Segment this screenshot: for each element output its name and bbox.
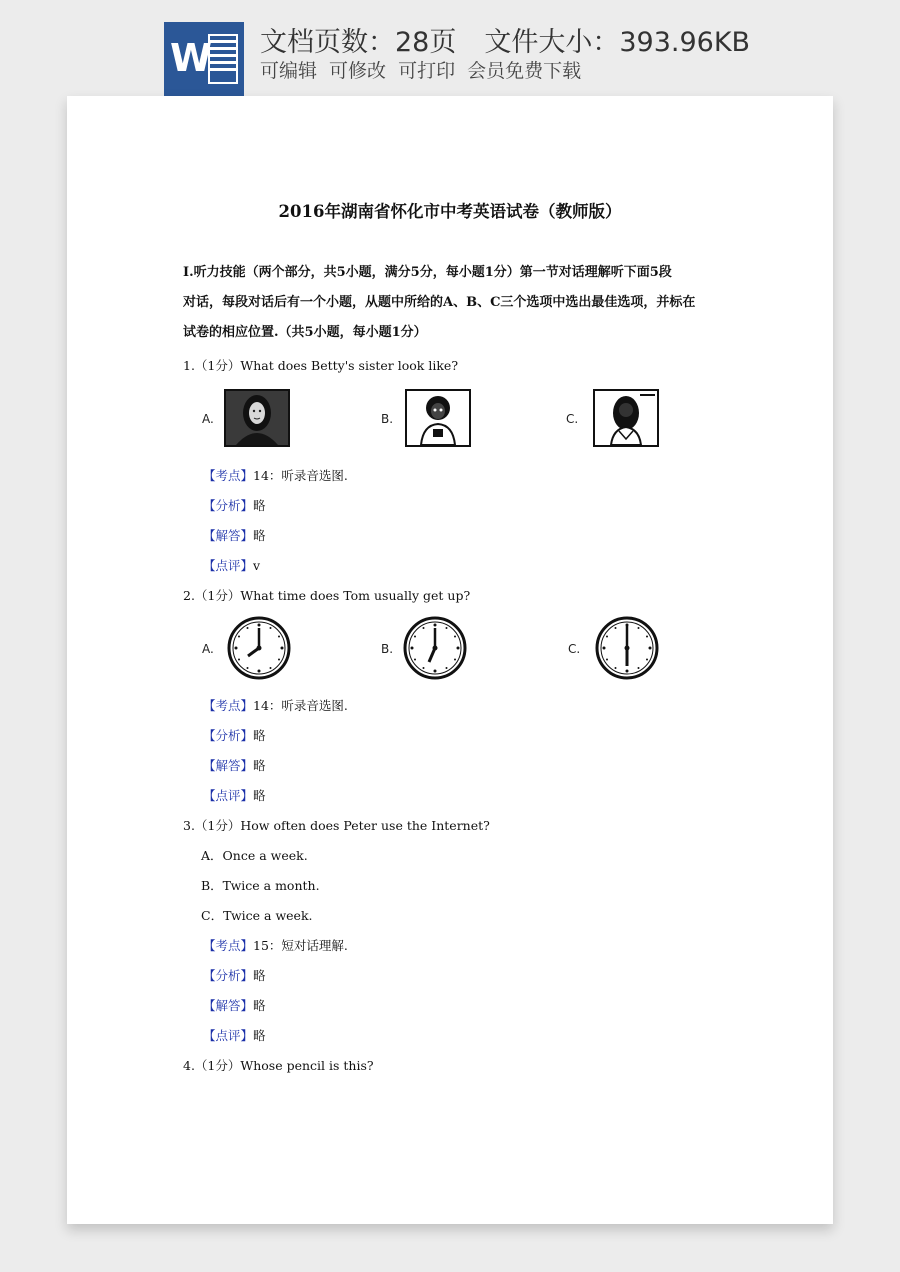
q2-option-c-label: C. [568, 642, 581, 656]
question-3: 3.（1分）How often does Peter use the Internet? [183, 818, 490, 833]
page-count: 文档页数：28页 [260, 27, 457, 58]
q1-option-b-label: B. [381, 412, 394, 426]
clock-six-oclock-icon [595, 616, 659, 680]
boy-short-hair-image [405, 389, 471, 447]
word-doc-icon [164, 22, 244, 96]
q1-dianping: v [253, 558, 261, 573]
q2-dianping: 略 [253, 788, 266, 803]
q3-jieda: 略 [253, 998, 266, 1013]
q1-option-c-label: C. [566, 412, 579, 426]
document-page: 2016年湖南省怀化市中考英语试卷（教师版） Ⅰ.听力技能（两个部分，共5小题，满分5分，每小题1分）第一节对话理解听下面5段 对话，每段对话后有一个小题，从题中所给的A、B、C三个选项中选出最佳选项，并标在 试卷的相应位置.（共5小题，每小题1分） 1.（1分）What does Betty's sister look like? A. B. C. 【考点】14：听录音选图. 【分析】略 【解答】略 【点评】v 2.（1分）What time does Tom usually get up? A. B. C. 【考点】14：听录音选图. 【分析】略 【解答】略 【点评】略 3.（1分）How often does Peter use the Internet? A．Once a week. B．Twice a month. C．Twice a week. 【考点】15：短对话理解. 【分析】略 【解答】略 【点评】略 4.（1分）Whose pencil is this? [67, 96, 833, 1224]
q3-fenxi: 略 [253, 968, 266, 983]
q2-kaodian: 14：听录音选图. [253, 698, 348, 713]
q1-fenxi: 略 [253, 498, 266, 513]
q3-option-c: C．Twice a week. [201, 908, 313, 923]
clock-seven-oclock-icon [403, 616, 467, 680]
q2-fenxi: 略 [253, 728, 266, 743]
question-2: 2.（1分）What time does Tom usually get up? [183, 588, 471, 603]
section-instructions: Ⅰ.听力技能（两个部分，共5小题，满分5分，每小题1分）第一节对话理解听下面5段 对话，每段对话后有一个小题，从题中所给的A、B、C三个选项中选出最佳选项，并标在 试卷的相应位置.（共5小题，每小题1分） [183, 265, 696, 340]
q3-option-a: A．Once a week. [201, 848, 308, 863]
word-icon-letter: W [170, 36, 210, 80]
q1-kaodian: 14：听录音选图. [253, 468, 348, 483]
feature-list: 可编辑 可修改 可打印 会员免费下载 [260, 60, 582, 82]
question-1: 1.（1分）What does Betty's sister look like? [183, 358, 459, 373]
file-size: 文件大小：393.96KB [484, 27, 751, 58]
girl-long-hair-image [593, 389, 659, 447]
question-4: 4.（1分）Whose pencil is this? [183, 1058, 374, 1073]
q2-option-b-label: B. [381, 642, 394, 656]
download-banner [0, 0, 900, 96]
q3-option-b: B．Twice a month. [201, 878, 320, 893]
clock-eight-oclock-icon [227, 616, 291, 680]
q2-jieda: 略 [253, 758, 266, 773]
girl-photo-image [224, 389, 290, 447]
document-title: 2016年湖南省怀化市中考英语试卷（教师版） [278, 202, 622, 221]
q2-option-a-label: A. [202, 642, 214, 656]
q1-jieda: 略 [253, 528, 266, 543]
q3-dianping: 略 [253, 1028, 266, 1043]
q1-option-a-label: A. [202, 412, 214, 426]
q3-kaodian: 15：短对话理解. [253, 938, 348, 953]
